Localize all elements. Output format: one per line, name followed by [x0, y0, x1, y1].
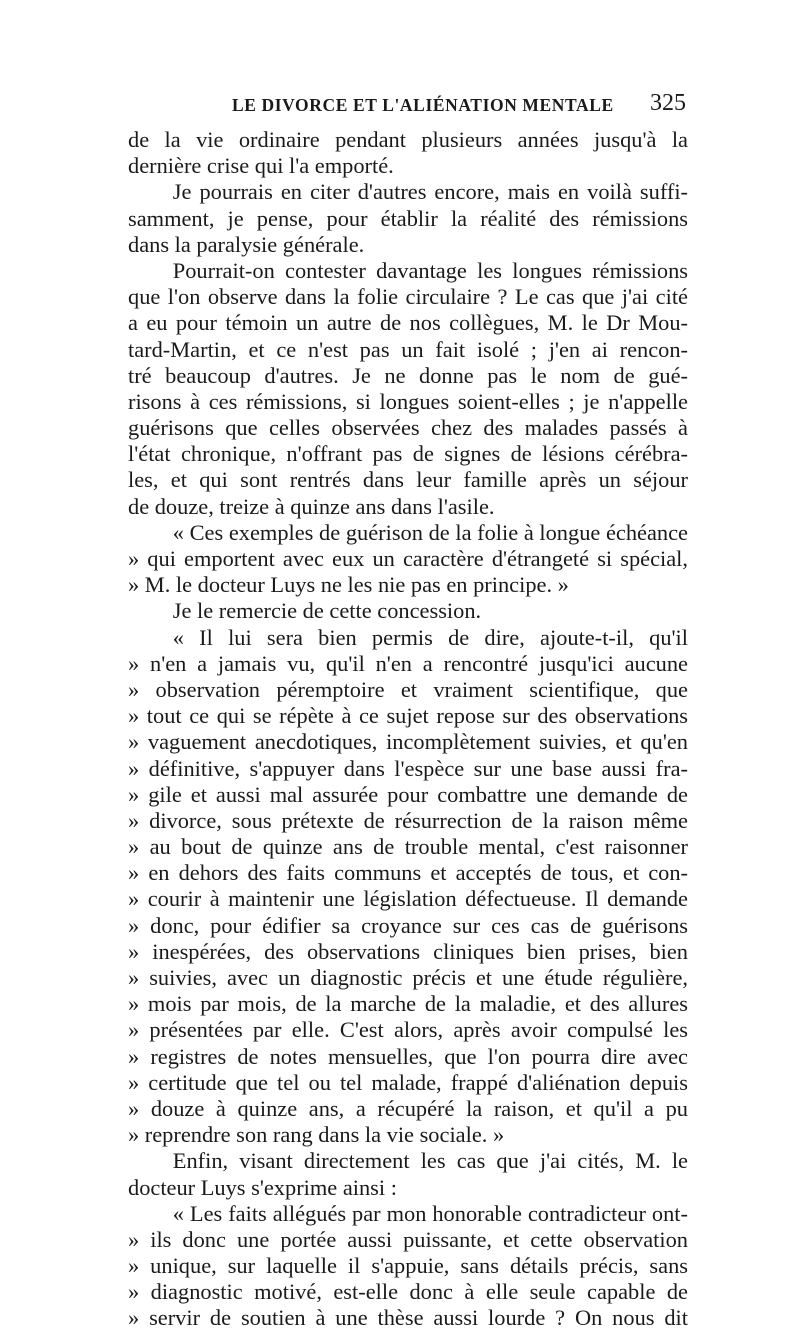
text-line: samment, je pense, pour établir la réalité des rémissions: [128, 205, 688, 231]
text-line: » certitude que tel ou tel malade, frappé d'aliénation depuis: [128, 1069, 688, 1095]
text-line: « Ces exemples de guérison de la folie à longue échéance: [128, 519, 688, 545]
text-line: « Les faits allégués par mon honorable contradicteur ont-: [128, 1200, 688, 1226]
text-line: guérisons que celles observées chez des malades passés à: [128, 415, 688, 441]
text-line: a eu pour témoin un autre de nos collègues, M. le Dr Mou-: [128, 310, 688, 336]
text-line: tré beaucoup d'autres. Je ne donne pas le nom de gué-: [128, 362, 688, 388]
text-line: » servir de soutien à une thèse aussi lourde ? On nous dit: [128, 1305, 688, 1331]
text-line: » suivies, avec un diagnostic précis et une étude régulière,: [128, 965, 688, 990]
text-line: les, et qui sont rentrés dans leur famille après un séjour: [128, 467, 688, 493]
page-header: [128, 92, 686, 122]
text-line: » mois par mois, de la marche de la maladie, et des allures: [128, 991, 688, 1017]
text-line: de douze, treize à quinze ans dans l'asile.: [128, 493, 495, 519]
text-line: » courir à maintenir une législation défectueuse. Il demande: [128, 886, 688, 912]
text-line: Enfin, visant directement les cas que j'ai cités, M. le: [128, 1148, 688, 1174]
text-line: » présentées par elle. C'est alors, après avoir compulsé les: [128, 1017, 688, 1043]
text-line: » ils donc une portée aussi puissante, et cette observation: [128, 1226, 688, 1252]
text-line: » gile et aussi mal assurée pour combattre une demande de: [128, 781, 688, 807]
running-title: LE DIVORCE ET L'ALIÉNATION MENTALE: [232, 95, 614, 115]
text-line: » diagnostic motivé, est-elle donc à elle seule capable de: [128, 1279, 688, 1305]
text-line: de la vie ordinaire pendant plusieurs années jusqu'à la: [128, 127, 688, 152]
text-line: » reprendre son rang dans la vie sociale. »: [128, 1122, 505, 1148]
text-line: » unique, sur laquelle il s'appuie, sans détails précis, sans: [128, 1253, 688, 1279]
text-line: » donc, pour édifier sa croyance sur ces cas de guérisons: [128, 912, 688, 938]
text-line: dernière crise qui l'a emporté.: [128, 153, 394, 179]
text-line: » en dehors des faits communs et acceptés de tous, et con-: [128, 860, 688, 886]
text-line: l'état chronique, n'offrant pas de signes de lésions cérébra-: [128, 441, 688, 467]
text-line: Je le remercie de cette concession.: [128, 598, 482, 624]
text-line: tard-Martin, et ce n'est pas un fait isolé ; j'en ai rencon-: [128, 336, 688, 362]
text-line: « Il lui sera bien permis de dire, ajoute-t-il, qu'il: [128, 624, 688, 650]
text-line: risons à ces rémissions, si longues soient-elles ; je n'appelle: [128, 388, 688, 414]
page-number: 325: [650, 90, 686, 116]
text-line: docteur Luys s'exprime ainsi :: [128, 1174, 397, 1200]
body-text: [128, 127, 688, 1332]
text-line: » définitive, s'appuyer dans l'espèce sur une base aussi fra-: [128, 755, 688, 781]
text-line: » douze à quinze ans, a récupéré la raison, et qu'il a pu: [128, 1095, 688, 1121]
text-line: Pourrait-on contester davantage les longues rémissions: [128, 257, 688, 283]
text-line: » divorce, sous prétexte de résurrection de la raison même: [128, 807, 688, 833]
text-line: » tout ce qui se répète à ce sujet repose sur des observations: [128, 703, 688, 729]
text-line: » M. le docteur Luys ne les nie pas en principe. »: [128, 572, 569, 598]
text-line: dans la paralysie générale.: [128, 231, 365, 257]
text-line: » qui emportent avec eux un caractère d'étrangeté si spécial,: [128, 546, 688, 571]
text-line: » n'en a jamais vu, qu'il n'en a rencontré jusqu'ici aucune: [128, 650, 688, 676]
text-line: Je pourrais en citer d'autres encore, mais en voilà suffi-: [128, 179, 688, 205]
text-line: que l'on observe dans la folie circulaire ? Le cas que j'ai cité: [128, 284, 688, 310]
text-line: » registres de notes mensuelles, que l'on pourra dire avec: [128, 1043, 688, 1069]
text-line: » au bout de quinze ans de trouble mental, c'est raisonner: [128, 834, 688, 860]
text-line: » vaguement anecdotiques, incomplètement suivies, et qu'en: [128, 729, 688, 755]
text-line: » observation péremptoire et vraiment scientifique, que: [128, 676, 688, 702]
text-line: » inespérées, des observations cliniques bien prises, bien: [128, 938, 688, 964]
